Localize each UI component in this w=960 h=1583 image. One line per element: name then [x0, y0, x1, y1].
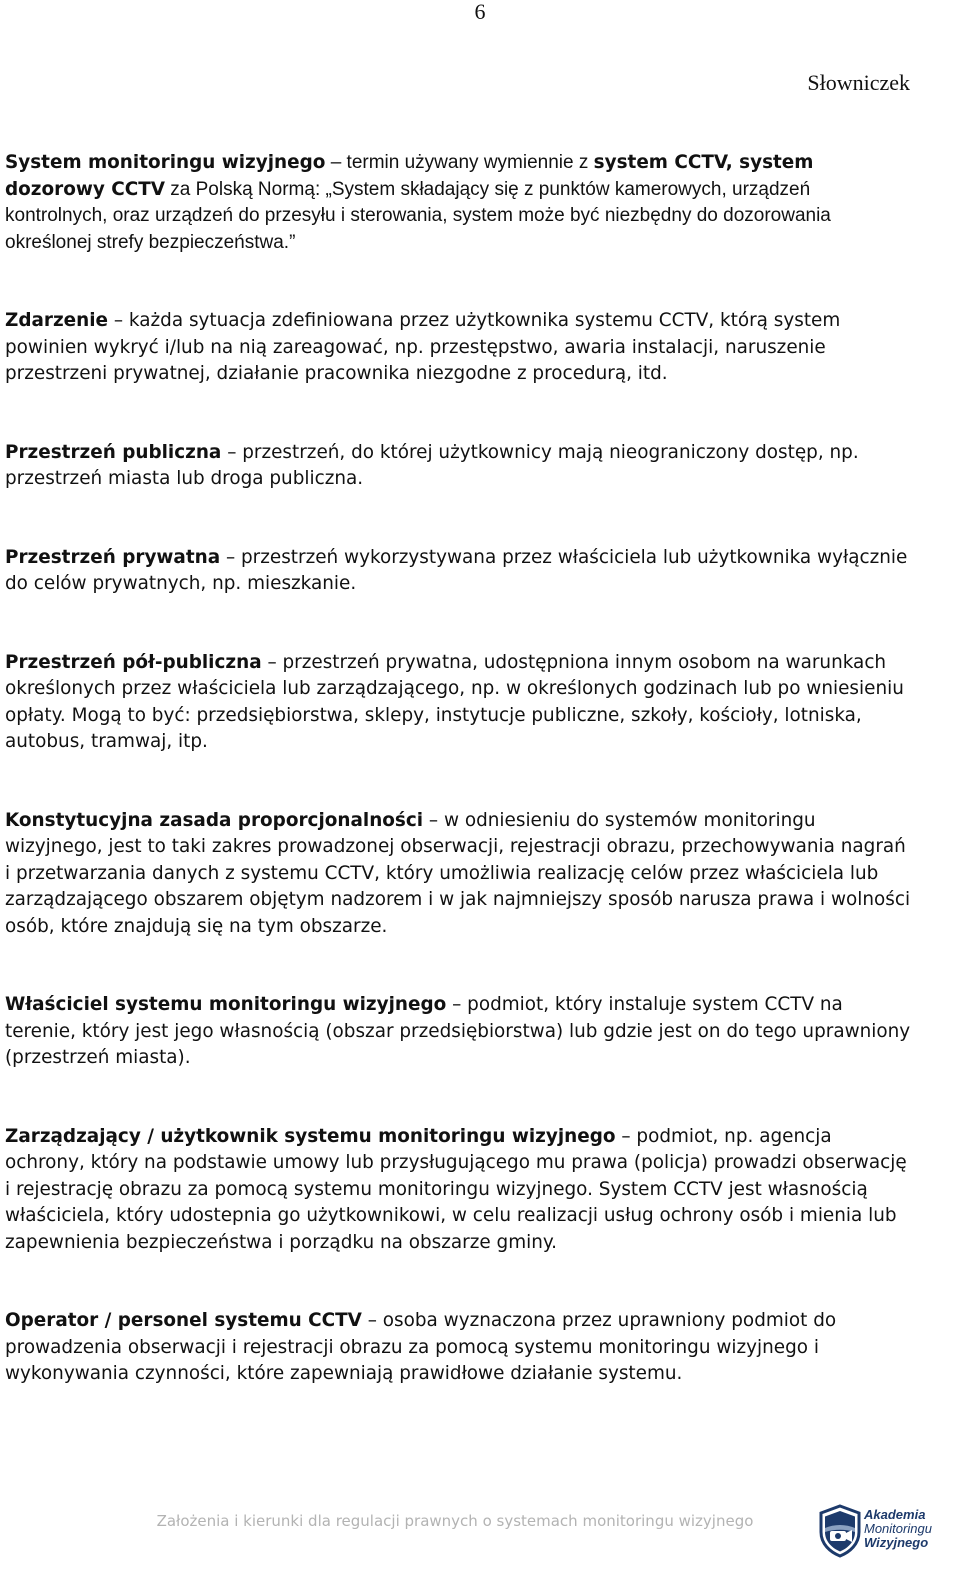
- section-title: Słowniczek: [807, 70, 910, 95]
- glossary: [5, 150, 915, 1388]
- logo-line2: Monitoringu: [864, 1521, 932, 1536]
- glossary-entry: [5, 1308, 915, 1388]
- entry-separator: – termin używany wymiennie z: [325, 152, 594, 173]
- glossary-entry: [5, 308, 915, 388]
- glossary-entry: [5, 808, 915, 941]
- entry-term: Konstytucyjna zasada proporcjonalności: [5, 809, 424, 831]
- shield-camera-icon: [818, 1504, 862, 1558]
- page-footer: Założenia i kierunki dla regulacji prawnych o systemach monitoringu wizyjnego: [156, 1512, 754, 1530]
- entry-term: Zarządzający / użytkownik systemu monitoringu wizyjnego: [5, 1125, 616, 1147]
- academy-logo: [818, 1502, 953, 1562]
- entry-term: Przestrzeń pół-publiczna: [5, 651, 262, 673]
- glossary-entry: [5, 650, 915, 756]
- entry-definition: – podmiot, który instaluje system CCTV na terenie, który jest jego własnością (obszar przedsiębiorstwa) lub gdzie jest on do tego uprawniony (przestrzeń miasta).: [5, 994, 911, 1068]
- entry-definition: – w odniesieniu do systemów monitoringu wizyjnego, jest to taki zakres prowadzonej obserwacji, rejestracji obrazu, przechowywania nagrań i przetwarzania danych z systemu CCTV, który umożliwia realizację celów przez właściciela lub zarządzającego obszarem objętym nadzorem i w jak najmniejszy sposób narusza prawa i wolności osób, które znajdują się na tym obszarze.: [5, 809, 911, 937]
- logo-line1: Akademia: [864, 1507, 926, 1522]
- entry-term: System monitoringu wizyjnego: [5, 152, 326, 173]
- entry-term: Przestrzeń publiczna: [5, 441, 222, 463]
- glossary-entry: [5, 992, 915, 1072]
- entry-definition: – podmiot, np. agencja ochrony, który na podstawie umowy lub przysługującego mu prawa (policja) prowadzi obserwację i rejestrację obrazu za pomocą systemu monitoringu wizyjnego. System CCTV jest własnością właściciela, który udostepnia go użytkownikowi, w celu realizacji usług ochrony osób i mienia lub zapewnienia bezpieczeństwa i porządku na obszarze gminy.: [5, 1125, 907, 1253]
- entry-definition: za Polską Normą: „System składający się z punktów kamerowych, urządzeń kontrolnych, oraz urządzeń do przesyłu i sterowania, system może być niezbędny do dozorowania określonej strefy bezpieczeństwa.”: [5, 178, 831, 253]
- entry-definition: – przestrzeń prywatna, udostępniona innym osobom na warunkach określonych przez właściciela lub zarządzającego, np. w określonych godzinach lub po wniesieniu opłaty. Mogą to być: przedsiębiorstwa, sklepy, instytucje publiczne, szkoły, kościoły, lotniska, autobus, tramwaj, itp.: [5, 651, 904, 752]
- logo-line3: Wizyjnego: [864, 1535, 929, 1550]
- glossary-entry: [5, 1124, 915, 1257]
- entry-definition: – przestrzeń wykorzystywana przez właściciela lub użytkownika wyłącznie do celów prywatnych, np. mieszkanie.: [5, 546, 908, 594]
- entry-term: Operator / personel systemu CCTV: [5, 1310, 362, 1331]
- page-number: 6: [474, 0, 486, 24]
- glossary-entry: [5, 150, 915, 256]
- entry-definition: – każda sytuacja zdefiniowana przez użytkownika systemu CCTV, którą system powinien wykryć i/lub na nią zareagować, np. przestępstwo, awaria instalacji, naruszenie przestrzeni prywatnej, działanie pracownika niezgodne z procedurą, itd.: [5, 310, 841, 384]
- entry-term: Przestrzeń prywatna: [5, 546, 221, 568]
- glossary-entry: [5, 545, 915, 598]
- entry-definition: – osoba wyznaczona przez uprawniony podmiot do prowadzenia obserwacji i rejestracji obrazu za pomocą systemu monitoringu wizyjnego i wykonywania czynności, które zapewniają prawidłowe działanie systemu.: [5, 1310, 837, 1384]
- glossary-entry: [5, 440, 915, 493]
- entry-term-synonym: system CCTV, system dozorowy CCTV: [5, 152, 814, 200]
- entry-term: Właściciel systemu monitoringu wizyjnego: [5, 994, 447, 1015]
- entry-definition: – przestrzeń, do której użytkownicy mają nieograniczony dostęp, np. przestrzeń miasta lub droga publiczna.: [5, 441, 859, 489]
- entry-term: Zdarzenie: [5, 310, 109, 331]
